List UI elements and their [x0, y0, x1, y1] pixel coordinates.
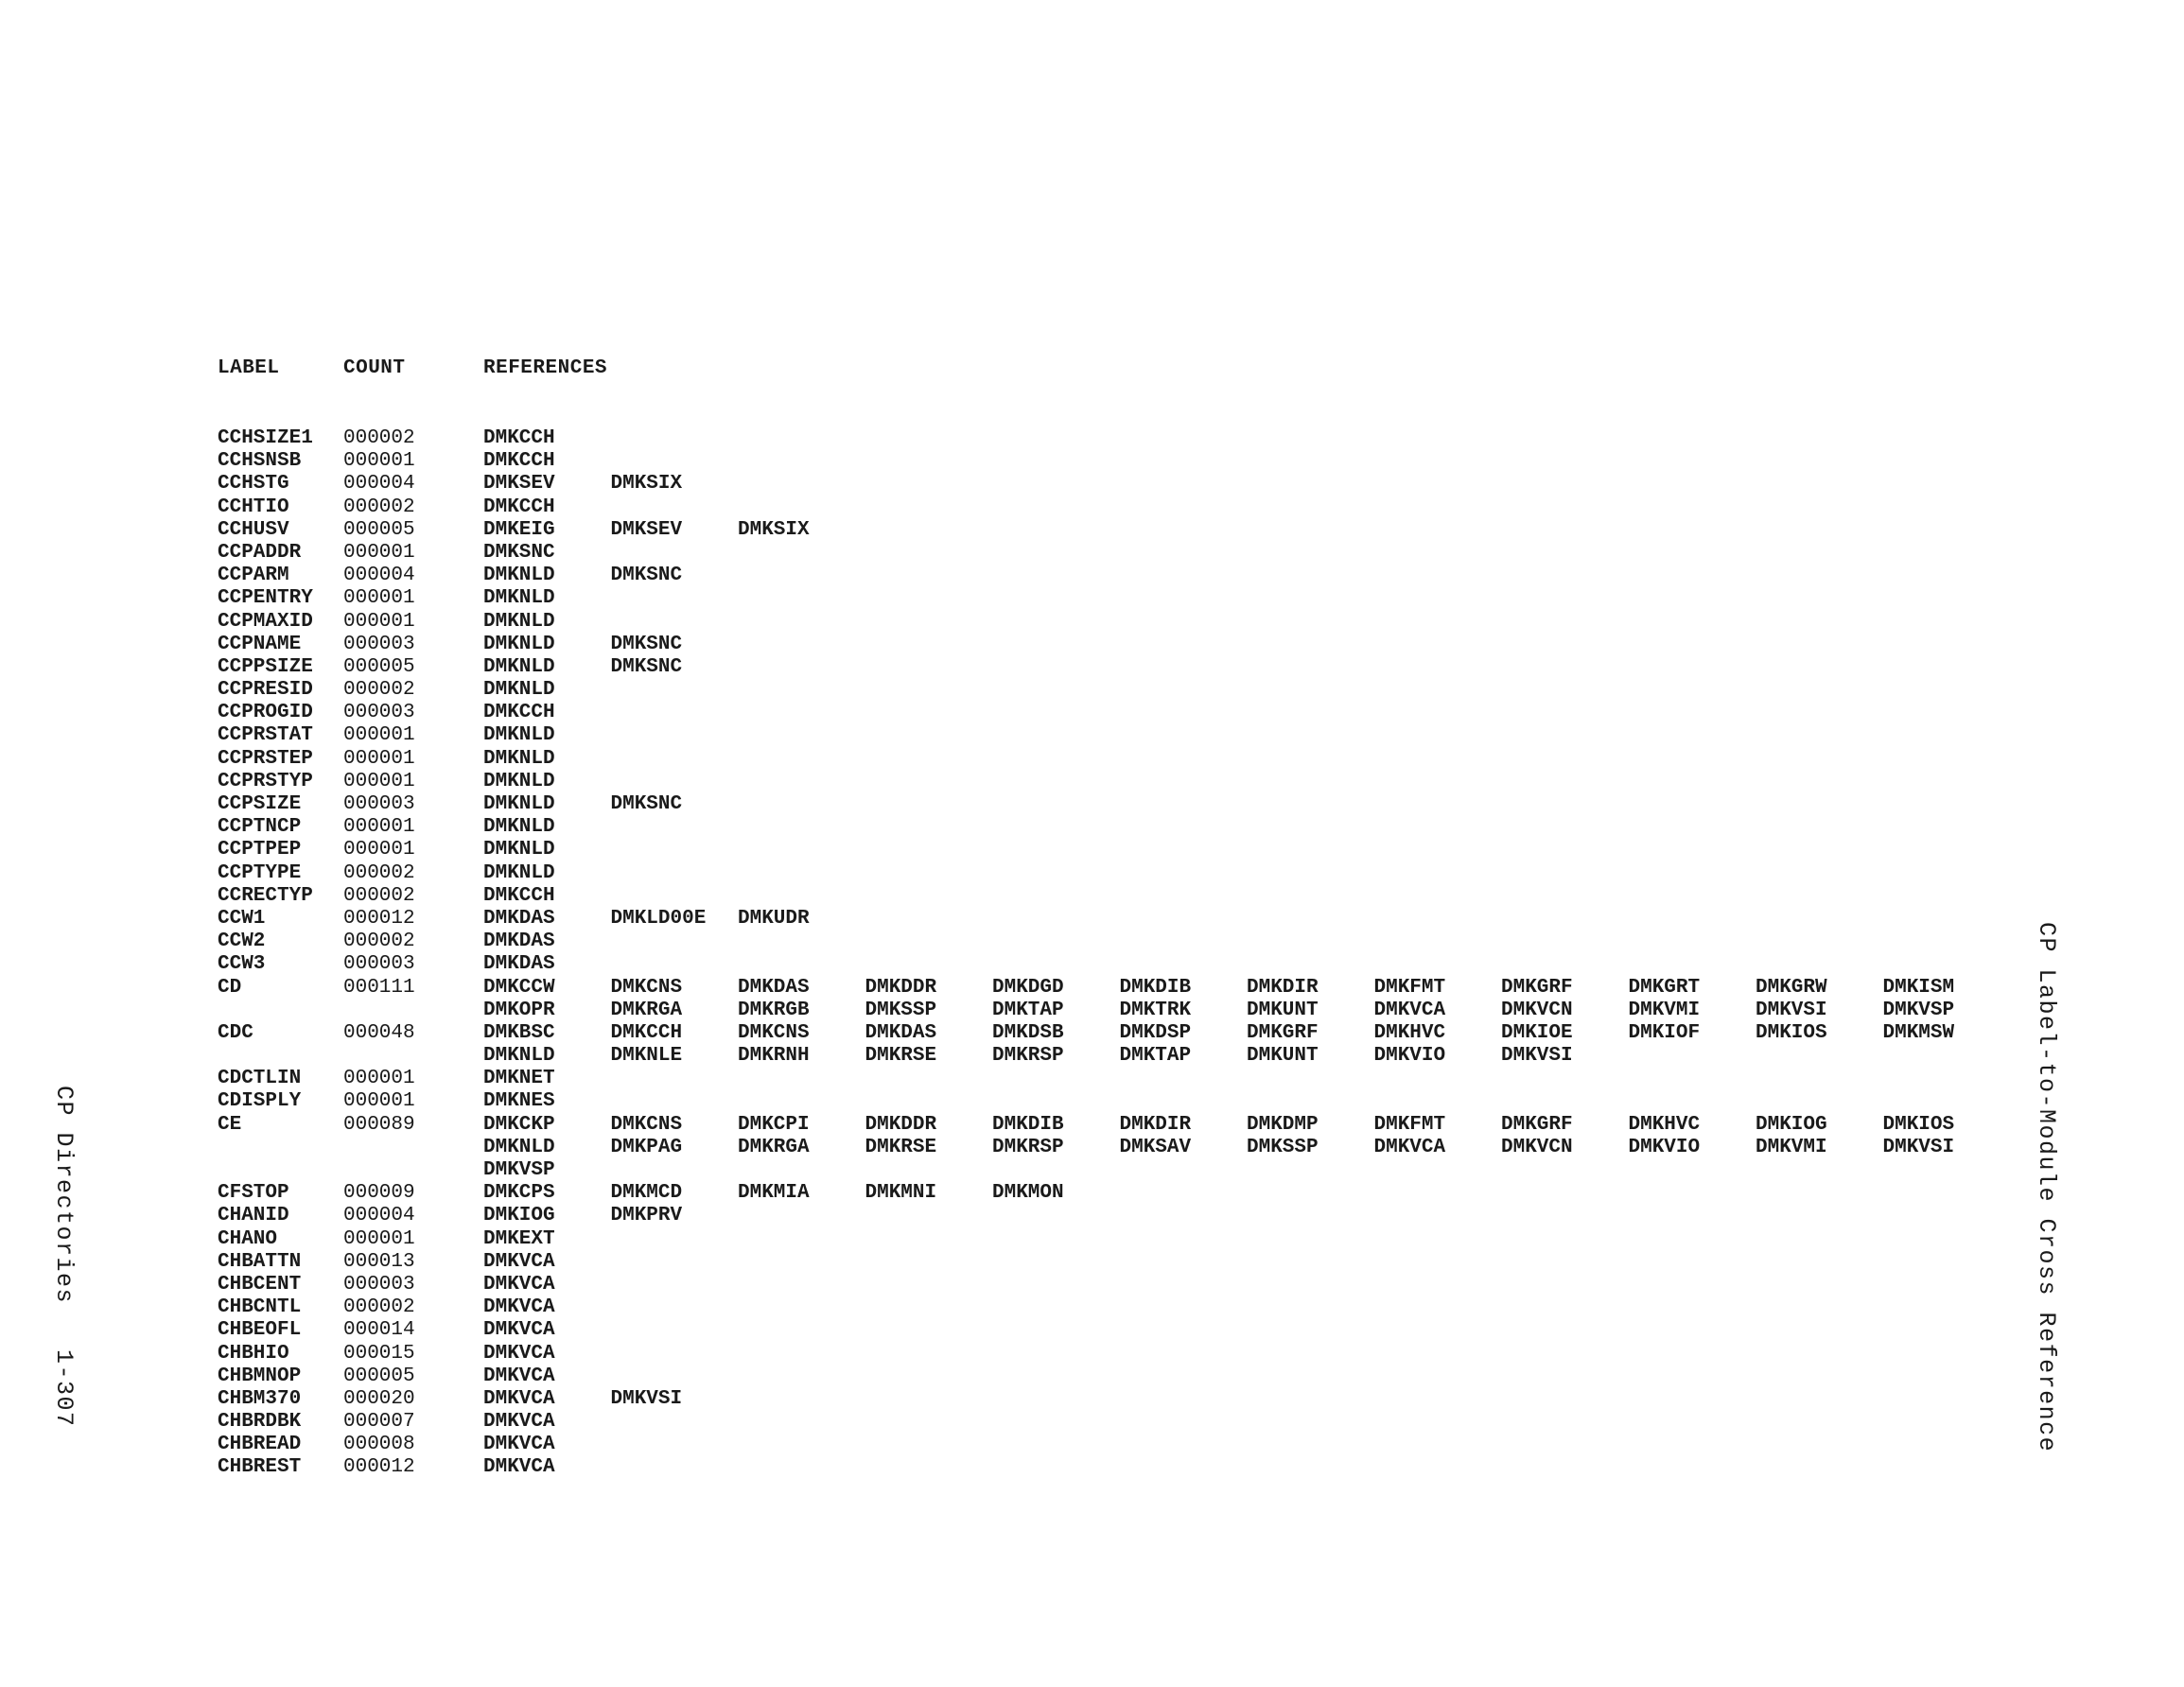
row-reference: DMKRNH	[738, 1045, 810, 1068]
row-label: CCPNAME	[218, 633, 302, 655]
row-count: 000002	[343, 884, 415, 907]
row-label: CDCTLIN	[218, 1068, 302, 1090]
row-reference: DMKCPS	[483, 1182, 555, 1205]
row-reference: DMKHVC	[1373, 1021, 1446, 1044]
row-count: 000009	[343, 1182, 415, 1205]
row-reference: DMKPAG	[610, 1136, 683, 1158]
row-label: CHANO	[218, 1227, 278, 1250]
row-reference: DMKGRF	[1501, 1113, 1573, 1136]
row-count: 000002	[343, 679, 415, 702]
row-reference: DMKDAS	[865, 1021, 937, 1044]
page-footer	[50, 1086, 78, 1428]
row-reference: DMKNLD	[483, 587, 555, 610]
row-reference: DMKDIB	[992, 1113, 1064, 1136]
row-reference: DMKIOS	[1882, 1113, 1955, 1136]
row-count: 000003	[343, 633, 415, 655]
row-reference: DMKVCA	[483, 1273, 555, 1296]
row-reference: DMKVIO	[1628, 1136, 1701, 1158]
row-count: 000002	[343, 930, 415, 953]
row-reference: DMKDSB	[992, 1021, 1064, 1044]
row-reference: DMKRGA	[610, 999, 683, 1021]
row-reference: DMKNES	[483, 1090, 555, 1113]
row-reference: DMKCCH	[483, 884, 555, 907]
row-reference: DMKNLD	[483, 770, 555, 792]
row-reference: DMKDDR	[865, 1113, 937, 1136]
row-count: 000001	[343, 541, 415, 564]
row-reference: DMKNLD	[483, 793, 555, 815]
row-reference: DMKSIX	[738, 518, 810, 541]
header-count: COUNT	[343, 357, 406, 379]
row-reference: DMKVMI	[1628, 999, 1701, 1021]
row-reference: DMKRSP	[992, 1136, 1064, 1158]
row-count: 000089	[343, 1113, 415, 1136]
row-reference: DMKSSP	[865, 999, 937, 1021]
row-reference: DMKVIO	[1373, 1045, 1446, 1068]
row-reference: DMKMNI	[865, 1182, 937, 1205]
section-title: CP Directories	[50, 1086, 78, 1305]
row-label: CCHTIO	[218, 496, 289, 518]
row-reference: DMKRSP	[992, 1045, 1064, 1068]
row-reference: DMKFMT	[1373, 1113, 1446, 1136]
row-label: CHBEOFL	[218, 1319, 302, 1342]
row-count: 000003	[343, 953, 415, 976]
row-label: CHBCNTL	[218, 1296, 302, 1319]
row-label: CCPMAXID	[218, 610, 313, 633]
row-label: CCHUSV	[218, 518, 289, 541]
row-label: CCW2	[218, 930, 266, 953]
row-reference: DMKVCA	[483, 1434, 555, 1456]
row-reference: DMKDMP	[1247, 1113, 1319, 1136]
row-reference: DMKTRK	[1119, 999, 1192, 1021]
row-label: CE	[218, 1113, 242, 1136]
row-label: CD	[218, 976, 242, 999]
row-reference: DMKTAP	[1119, 1045, 1192, 1068]
row-reference: DMKIOE	[1501, 1021, 1573, 1044]
row-reference: DMKHVC	[1628, 1113, 1701, 1136]
row-reference: DMKCKP	[483, 1113, 555, 1136]
row-count: 000001	[343, 770, 415, 792]
row-count: 000005	[343, 518, 415, 541]
row-reference: DMKBSC	[483, 1021, 555, 1044]
row-reference: DMKNLD	[483, 655, 555, 678]
row-reference: DMKEIG	[483, 518, 555, 541]
row-label: CHBM370	[218, 1387, 302, 1410]
row-reference: DMKSNC	[610, 655, 683, 678]
row-reference: DMKVCA	[483, 1365, 555, 1387]
row-label: CCPRSTAT	[218, 724, 313, 747]
row-reference: DMKRGB	[738, 999, 810, 1021]
row-count: 000003	[343, 1273, 415, 1296]
row-reference: DMKIOG	[483, 1205, 555, 1227]
row-label: CHBHIO	[218, 1342, 289, 1365]
row-count: 000001	[343, 839, 415, 861]
row-reference: DMKVCA	[483, 1411, 555, 1434]
row-reference: DMKDIR	[1119, 1113, 1192, 1136]
row-reference: DMKCCH	[483, 450, 555, 473]
row-count: 000014	[343, 1319, 415, 1342]
row-reference: DMKPRV	[610, 1205, 683, 1227]
row-reference: DMKEXT	[483, 1227, 555, 1250]
row-reference: DMKRSE	[865, 1045, 937, 1068]
row-reference: DMKCNS	[738, 1021, 810, 1044]
row-reference: DMKNLD	[483, 565, 555, 587]
row-reference: DMKNLD	[483, 724, 555, 747]
row-reference: DMKNLD	[483, 816, 555, 839]
row-reference: DMKTAP	[992, 999, 1064, 1021]
row-label: CCHSTG	[218, 473, 289, 496]
row-label: CHANID	[218, 1205, 289, 1227]
row-reference: DMKLD00E	[610, 907, 707, 930]
row-reference: DMKVSI	[1882, 1136, 1955, 1158]
row-reference: DMKVCA	[483, 1250, 555, 1273]
row-count: 000002	[343, 861, 415, 884]
row-label: CDISPLY	[218, 1090, 302, 1113]
row-reference: DMKDAS	[483, 953, 555, 976]
row-reference: DMKDIB	[1119, 976, 1192, 999]
row-reference: DMKIOG	[1756, 1113, 1827, 1136]
row-reference: DMKUDR	[738, 907, 810, 930]
row-reference: DMKRGA	[738, 1136, 810, 1158]
row-reference: DMKGRF	[1501, 976, 1573, 999]
row-reference: DMKVCA	[483, 1319, 555, 1342]
row-reference: DMKVCA	[483, 1387, 555, 1410]
side-title: CP Label-to-Module Cross Reference	[2033, 922, 2060, 1453]
row-reference: DMKVSI	[610, 1387, 683, 1410]
row-reference: DMKVCA	[483, 1342, 555, 1365]
row-reference: DMKSAV	[1119, 1136, 1192, 1158]
row-count: 000012	[343, 907, 415, 930]
row-reference: DMKVCN	[1501, 1136, 1573, 1158]
row-count: 000020	[343, 1387, 415, 1410]
row-reference: DMKVCA	[1373, 1136, 1446, 1158]
row-count: 000004	[343, 565, 415, 587]
row-reference: DMKVSI	[1756, 999, 1827, 1021]
row-reference: DMKMIA	[738, 1182, 810, 1205]
row-count: 000002	[343, 496, 415, 518]
row-count: 000111	[343, 976, 415, 999]
row-reference: DMKNLD	[483, 1136, 555, 1158]
row-reference: DMKUNT	[1247, 1045, 1319, 1068]
row-reference: DMKIOF	[1628, 1021, 1701, 1044]
row-label: CHBCENT	[218, 1273, 302, 1296]
row-label: CHBRDBK	[218, 1411, 302, 1434]
row-reference: DMKMON	[992, 1182, 1064, 1205]
row-count: 000001	[343, 724, 415, 747]
row-count: 000012	[343, 1456, 415, 1479]
row-count: 000001	[343, 1227, 415, 1250]
row-count: 000048	[343, 1021, 415, 1044]
row-count: 000015	[343, 1342, 415, 1365]
row-reference: DMKGRW	[1756, 976, 1827, 999]
row-reference: DMKDDR	[865, 976, 937, 999]
page-number: 1-307	[50, 1349, 78, 1428]
row-label: CCW3	[218, 953, 266, 976]
row-label: CCPTYPE	[218, 861, 302, 884]
row-reference: DMKVCA	[483, 1296, 555, 1319]
row-reference: DMKSIX	[610, 473, 683, 496]
row-label: CCPRSTYP	[218, 770, 313, 792]
row-reference: DMKDSP	[1119, 1021, 1192, 1044]
row-count: 000001	[343, 816, 415, 839]
row-label: CCPTNCP	[218, 816, 302, 839]
row-reference: DMKFMT	[1373, 976, 1446, 999]
row-label: CCW1	[218, 907, 266, 930]
row-reference: DMKNLE	[610, 1045, 683, 1068]
row-reference: DMKCCH	[610, 1021, 683, 1044]
row-count: 000003	[343, 793, 415, 815]
row-reference: DMKDIR	[1247, 976, 1319, 999]
row-reference: DMKNLD	[483, 679, 555, 702]
row-label: CHBREAD	[218, 1434, 302, 1456]
row-count: 000001	[343, 587, 415, 610]
row-label: CHBREST	[218, 1456, 302, 1479]
row-label: CCPPSIZE	[218, 655, 313, 678]
row-label: CHBMNOP	[218, 1365, 302, 1387]
header-references: REFERENCES	[483, 357, 608, 379]
row-reference: DMKMSW	[1882, 1021, 1955, 1044]
row-label: CCPRSTEP	[218, 747, 313, 770]
row-count: 000005	[343, 1365, 415, 1387]
row-reference: DMKCCH	[483, 427, 555, 449]
row-label: CCPROGID	[218, 702, 313, 724]
row-label: CCHSIZE1	[218, 427, 313, 449]
row-reference: DMKCNS	[610, 1113, 683, 1136]
row-count: 000005	[343, 655, 415, 678]
row-reference: DMKDAS	[483, 907, 555, 930]
row-reference: DMKSNC	[483, 541, 555, 564]
row-label: CDC	[218, 1021, 253, 1044]
row-count: 000001	[343, 1068, 415, 1090]
row-reference: DMKNLD	[483, 839, 555, 861]
row-reference: DMKDGD	[992, 976, 1064, 999]
row-reference: DMKNLD	[483, 633, 555, 655]
row-reference: DMKSNC	[610, 633, 683, 655]
row-reference: DMKCCW	[483, 976, 555, 999]
row-count: 000004	[343, 473, 415, 496]
row-count: 000001	[343, 747, 415, 770]
row-count: 000008	[343, 1434, 415, 1456]
row-reference: DMKSEV	[610, 518, 683, 541]
row-reference: DMKVSI	[1501, 1045, 1573, 1068]
row-reference: DMKSNC	[610, 793, 683, 815]
row-reference: DMKVCA	[1373, 999, 1446, 1021]
row-reference: DMKCPI	[738, 1113, 810, 1136]
row-label: CCRECTYP	[218, 884, 313, 907]
row-reference: DMKISM	[1882, 976, 1955, 999]
row-reference: DMKNLD	[483, 1045, 555, 1068]
row-label: CCPSIZE	[218, 793, 302, 815]
row-reference: DMKCCH	[483, 496, 555, 518]
row-label: CFSTOP	[218, 1182, 289, 1205]
row-reference: DMKMCD	[610, 1182, 683, 1205]
row-reference: DMKNLD	[483, 610, 555, 633]
row-reference: DMKVCN	[1501, 999, 1573, 1021]
row-reference: DMKGRF	[1247, 1021, 1319, 1044]
row-reference: DMKSEV	[483, 473, 555, 496]
row-reference: DMKNET	[483, 1068, 555, 1090]
row-reference: DMKNLD	[483, 861, 555, 884]
row-count: 000001	[343, 1090, 415, 1113]
row-reference: DMKVSP	[483, 1159, 555, 1181]
row-count: 000002	[343, 427, 415, 449]
row-reference: DMKDAS	[738, 976, 810, 999]
row-count: 000001	[343, 610, 415, 633]
row-reference: DMKSSP	[1247, 1136, 1319, 1158]
row-reference: DMKOPR	[483, 999, 555, 1021]
header-label: LABEL	[218, 357, 280, 379]
row-reference: DMKSNC	[610, 565, 683, 587]
row-reference: DMKVSP	[1882, 999, 1955, 1021]
row-count: 000013	[343, 1250, 415, 1273]
row-label: CCPTPEP	[218, 839, 302, 861]
row-reference: DMKRSE	[865, 1136, 937, 1158]
row-reference: DMKCCH	[483, 702, 555, 724]
row-count: 000001	[343, 450, 415, 473]
row-count: 000007	[343, 1411, 415, 1434]
row-reference: DMKGRT	[1628, 976, 1701, 999]
row-label: CHBATTN	[218, 1250, 302, 1273]
row-label: CCPADDR	[218, 541, 302, 564]
row-reference: DMKCNS	[610, 976, 683, 999]
row-reference: DMKDAS	[483, 930, 555, 953]
row-label: CCPENTRY	[218, 587, 313, 610]
row-label: CCPRESID	[218, 679, 313, 702]
row-reference: DMKVCA	[483, 1456, 555, 1479]
row-reference: DMKIOS	[1756, 1021, 1827, 1044]
row-label: CCHSNSB	[218, 450, 302, 473]
row-count: 000004	[343, 1205, 415, 1227]
row-reference: DMKVMI	[1756, 1136, 1827, 1158]
row-count: 000003	[343, 702, 415, 724]
row-reference: DMKUNT	[1247, 999, 1319, 1021]
row-label: CCPARM	[218, 565, 289, 587]
row-count: 000002	[343, 1296, 415, 1319]
row-reference: DMKNLD	[483, 747, 555, 770]
